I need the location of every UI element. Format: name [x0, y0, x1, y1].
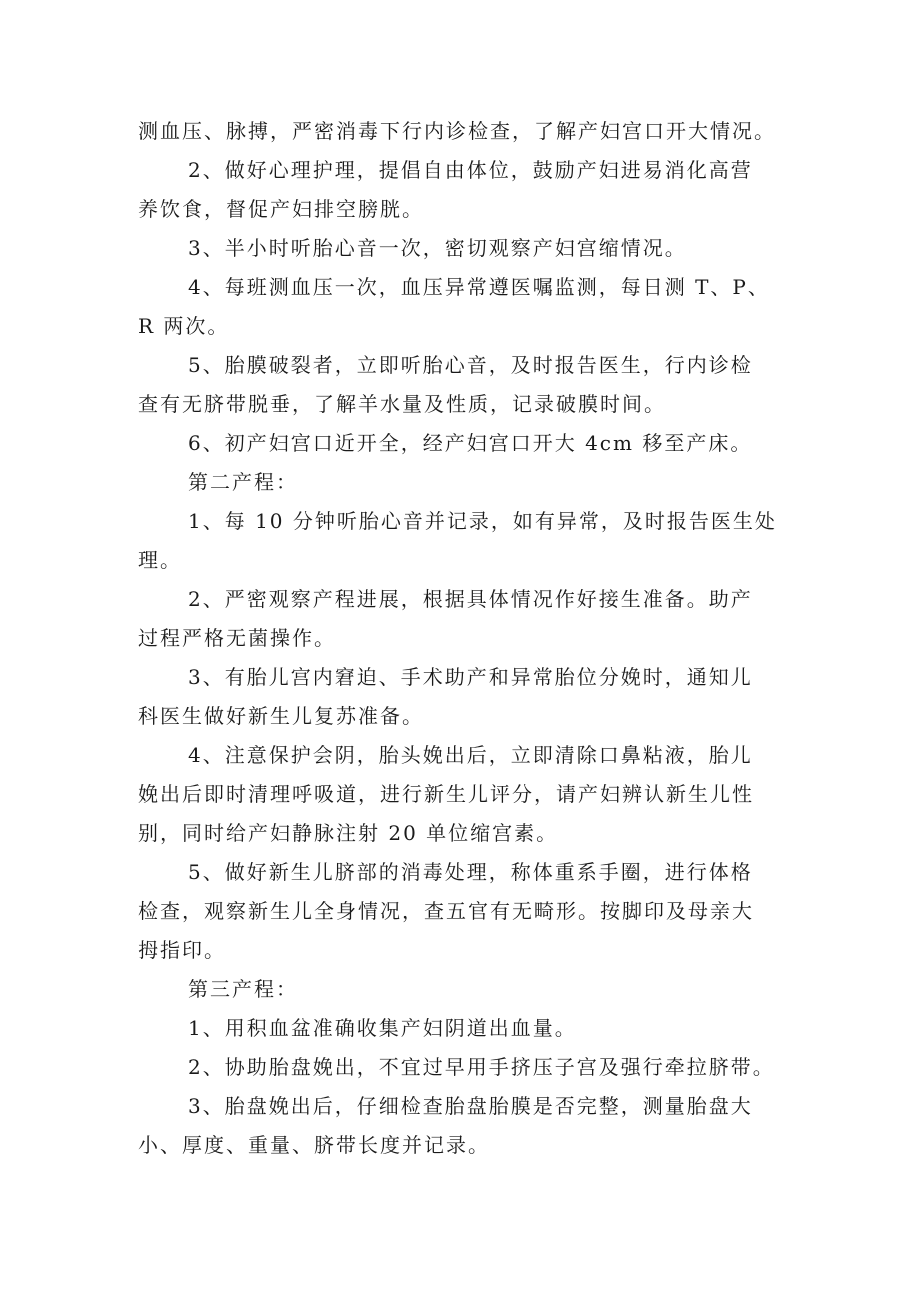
text-line: 2、做好心理护理，提倡自由体位，鼓励产妇进易消化高营 [188, 158, 753, 182]
text-line: 检查，观察新生儿全身情况，查五官有无畸形。按脚印及母亲大 [138, 899, 754, 923]
text-line: 拇指印。 [138, 938, 226, 962]
text-line: 理。 [138, 548, 182, 572]
section-heading: 第三产程： [188, 977, 298, 1001]
text-line: 养饮食，督促产妇排空膀胱。 [138, 197, 424, 221]
text-line: 科医生做好新生儿复苏准备。 [138, 704, 424, 728]
text-line: 5、胎膜破裂者，立即听胎心音，及时报告医生，行内诊检 [188, 353, 753, 377]
text-line: 4、每班测血压一次，血压异常遵医嘱监测，每日测 T、P、 [188, 275, 770, 299]
text-line: 6、初产妇宫口近开全，经产妇宫口开大 4cm 移至产床。 [188, 431, 753, 455]
section-heading: 第二产程： [188, 470, 298, 494]
document-body [138, 112, 800, 1165]
text-line: 2、协助胎盘娩出，不宜过早用手挤压子宫及强行牵拉脐带。 [188, 1055, 775, 1079]
text-line: 1、用积血盆准确收集产妇阴道出血量。 [188, 1016, 577, 1040]
text-line: 小、厚度、重量、脐带长度并记录。 [138, 1133, 490, 1157]
text-line: 3、有胎儿宫内窘迫、手术助产和异常胎位分娩时，通知儿 [188, 665, 753, 689]
text-line: 过程严格无菌操作。 [138, 626, 336, 650]
text-line: 1、每 10 分钟听胎心音并记录，如有异常，及时报告医生处 [188, 509, 777, 533]
text-line: 4、注意保护会阴，胎头娩出后，立即清除口鼻粘液，胎儿 [188, 743, 753, 767]
text-line: 2、严密观察产程进展，根据具体情况作好接生准备。助产 [188, 587, 753, 611]
text-line: 3、胎盘娩出后，仔细检查胎盘胎膜是否完整，测量胎盘大 [188, 1094, 753, 1118]
text-line: 别，同时给产妇静脉注射 20 单位缩宫素。 [138, 821, 559, 845]
text-line: 娩出后即时清理呼吸道，进行新生儿评分，请产妇辨认新生儿性 [138, 782, 754, 806]
text-line: 测血压、脉搏，严密消毒下行内诊检查，了解产妇宫口开大情况。 [138, 119, 776, 143]
text-line: 5、做好新生儿脐部的消毒处理，称体重系手圈，进行体格 [188, 860, 753, 884]
text-line: 3、半小时听胎心音一次，密切观察产妇宫缩情况。 [188, 236, 687, 260]
text-line: 查有无脐带脱垂，了解羊水量及性质，记录破膜时间。 [138, 392, 666, 416]
text-line: R 两次。 [138, 314, 230, 338]
